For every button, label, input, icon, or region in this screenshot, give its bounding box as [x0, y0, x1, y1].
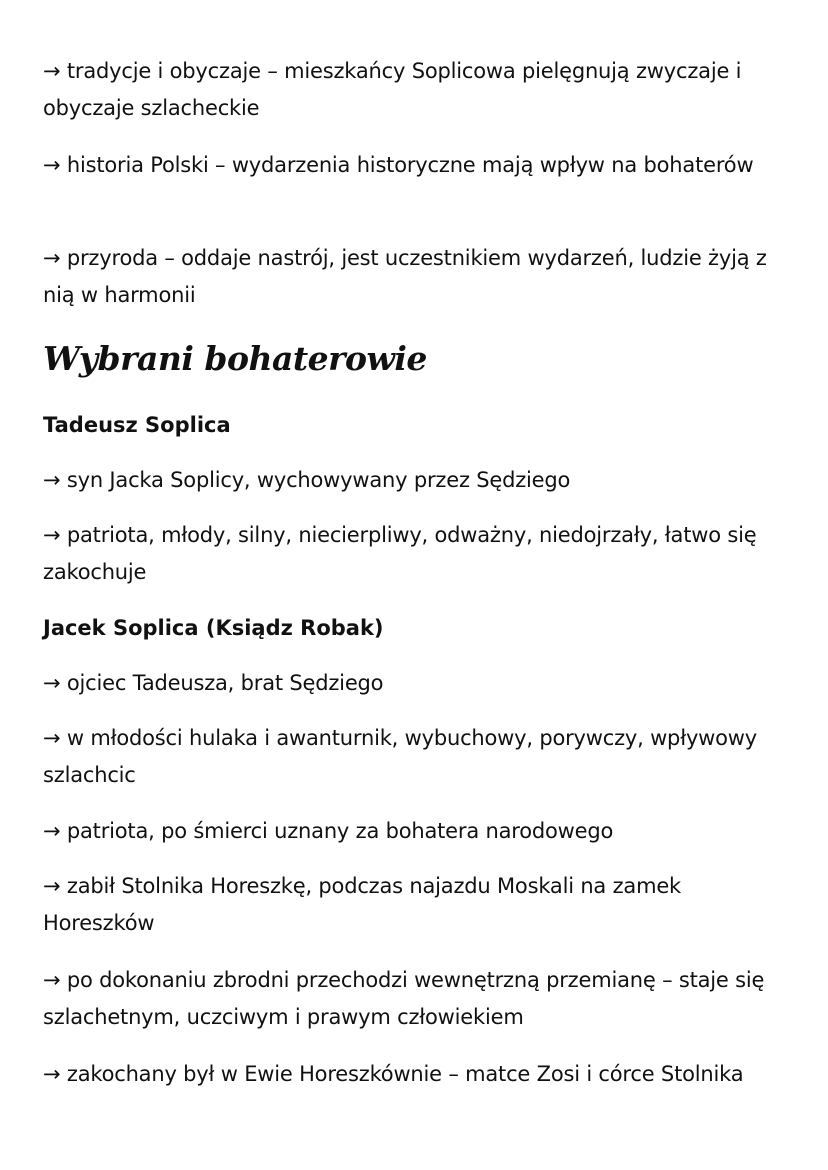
tadeusz-point-2: → patriota, młody, silny, niecierpliwy, odważny, niedojrzały, łatwo się zakochuje: [43, 523, 757, 584]
character-name-jacek: Jacek Soplica (Ksiądz Robak): [43, 616, 384, 640]
intro-point-traditions: → tradycje i obyczaje – mieszkańcy Soplicowa pielęgnują zwyczaje i obyczaje szlacheckie: [43, 59, 742, 120]
jacek-point-5: → po dokonaniu zbrodni przechodzi wewnętrzną przemianę – staje się szlachetnym, uczciwym i prawym człowiekiem: [43, 968, 765, 1029]
section-heading: Wybrani bohaterowie: [43, 339, 427, 378]
intro-point-history: → historia Polski – wydarzenia historyczne mają wpływ na bohaterów: [43, 153, 754, 177]
jacek-point-2: → w młodości hulaka i awanturnik, wybuchowy, porywczy, wpływowy szlachcic: [43, 726, 758, 787]
intro-point-nature: → przyroda – oddaje nastrój, jest uczestnikiem wydarzeń, ludzie żyją z nią w harmonii: [43, 246, 767, 307]
jacek-point-6: → zakochany był w Ewie Horeszkównie – matce Zosi i córce Stolnika: [43, 1062, 744, 1086]
jacek-point-1: → ojciec Tadeusza, brat Sędziego: [43, 671, 384, 695]
jacek-point-4: → zabił Stolnika Horeszkę, podczas najazdu Moskali na zamek Horeszków: [43, 874, 682, 935]
character-name-tadeusz: Tadeusz Soplica: [43, 413, 231, 437]
tadeusz-point-1: → syn Jacka Soplicy, wychowywany przez Sędziego: [43, 468, 571, 492]
jacek-point-3: → patriota, po śmierci uznany za bohatera narodowego: [43, 819, 614, 843]
